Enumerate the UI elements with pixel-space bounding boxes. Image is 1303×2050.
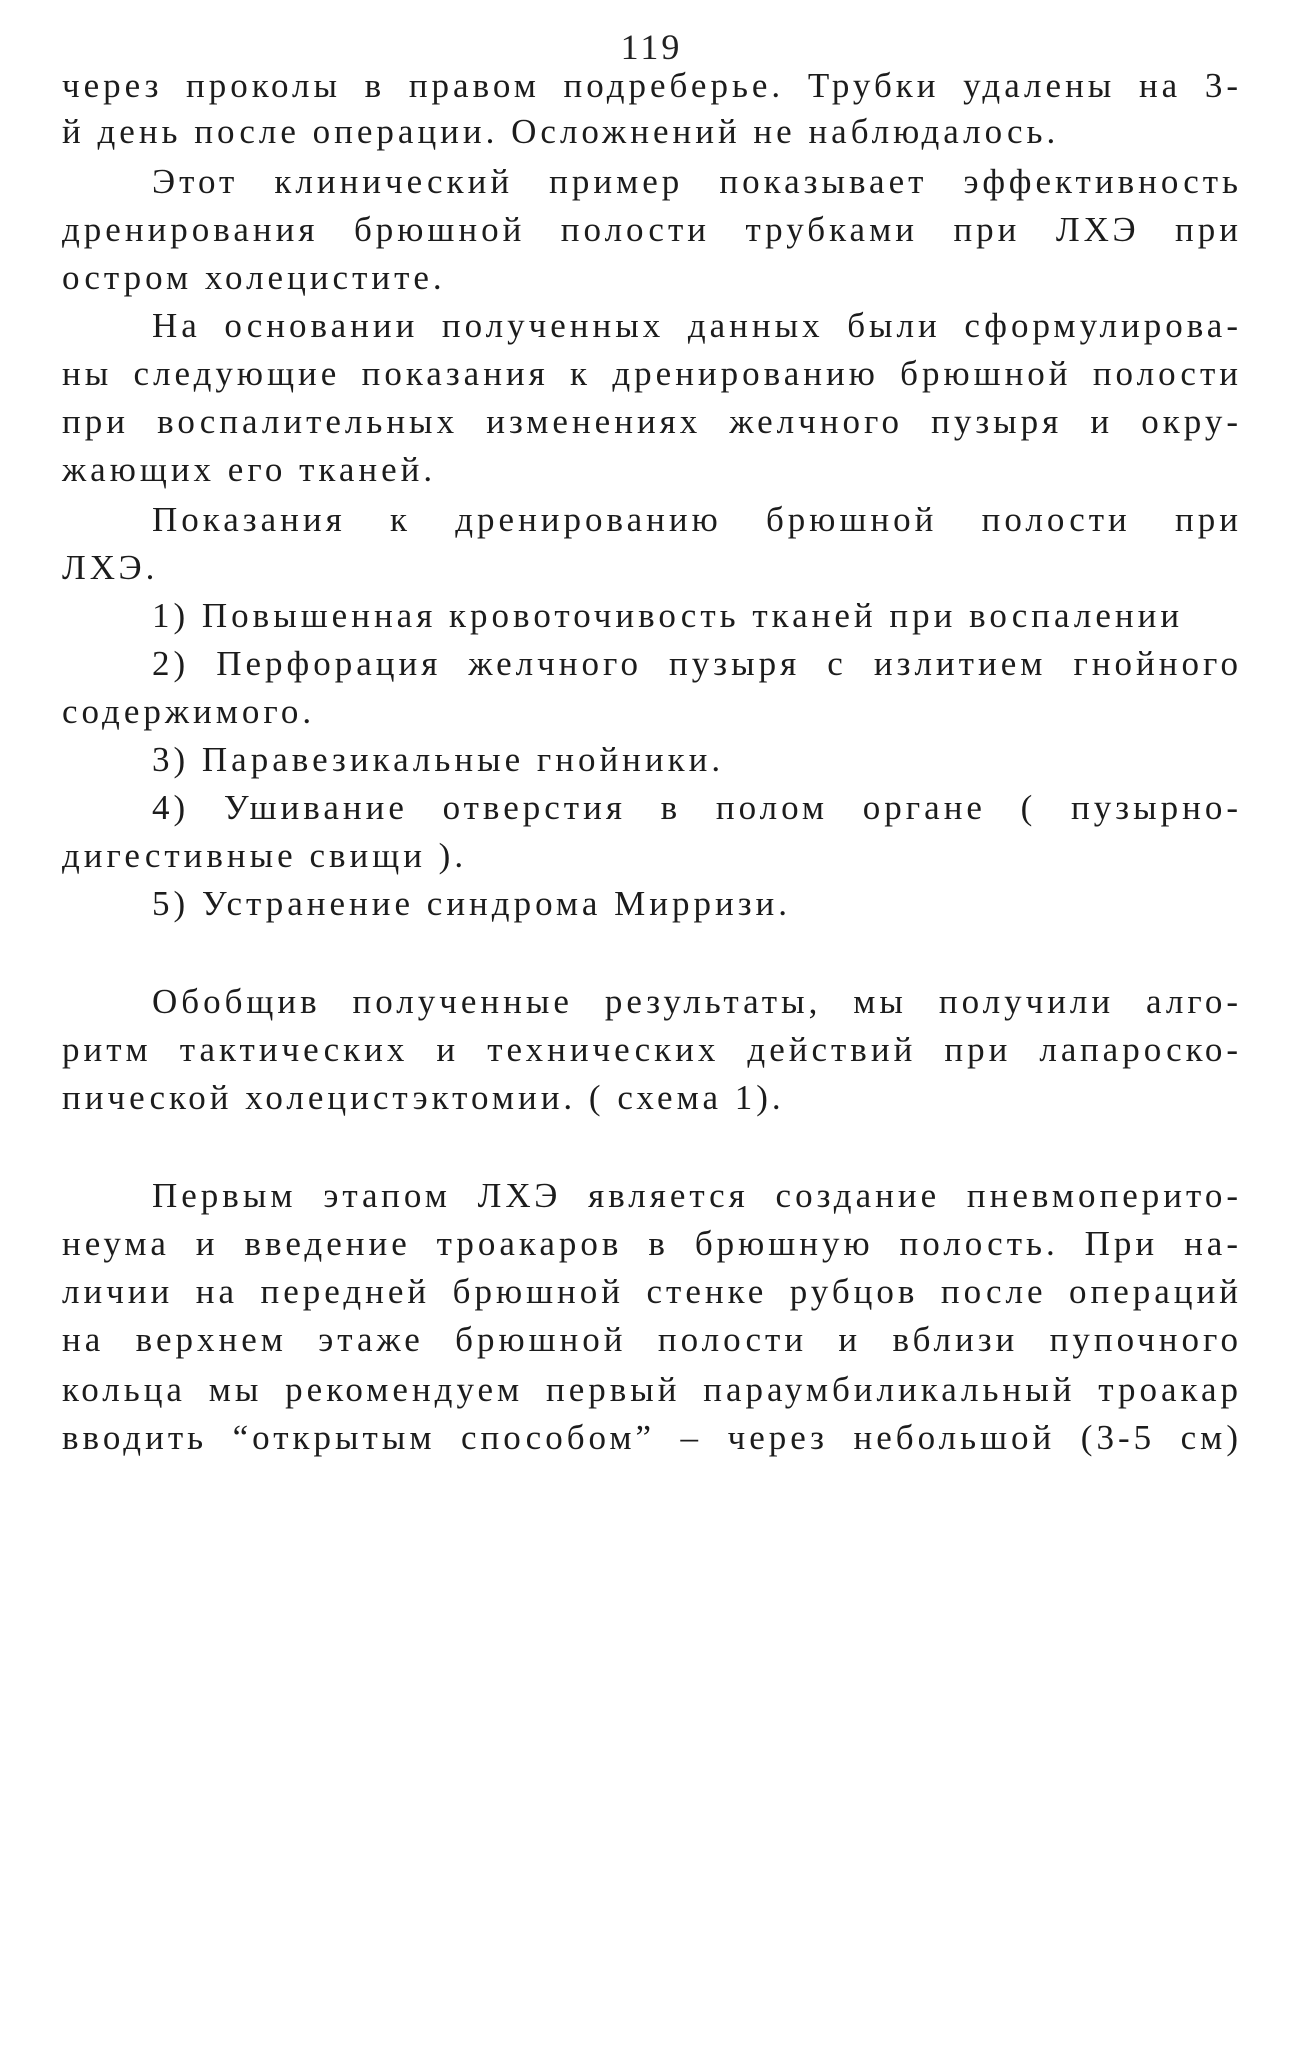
text-line: Показания к дренированию брюшной полости при <box>152 500 1242 539</box>
text-line: на верхнем этаже брюшной полости и вблизи пупочного <box>62 1320 1242 1359</box>
text-line: й день после операции. Осложнений не наблюдалось. <box>62 112 1060 151</box>
text-line: пической холецистэктомии. ( схема 1). <box>62 1078 785 1117</box>
text-line: при воспалительных изменениях желчного пузыря и окру- <box>62 402 1242 441</box>
text-line: неума и введение троакаров в брюшную полость. При на- <box>62 1224 1242 1263</box>
list-item: 4) Ушивание отверстия в полом органе ( пузырно- <box>152 788 1242 827</box>
text-line: ны следующие показания к дренированию брюшной полости <box>62 354 1242 393</box>
text-line: личии на передней брюшной стенке рубцов после операций <box>62 1272 1242 1311</box>
text-line: вводить “открытым способом” – через небольшой (3-5 см) <box>62 1418 1242 1457</box>
text-line: Обобщив полученные результаты, мы получили алго- <box>152 982 1242 1021</box>
text-line: Первым этапом ЛХЭ является создание пневмоперито- <box>152 1176 1242 1215</box>
text-line: ЛХЭ. <box>62 548 159 587</box>
list-item: 3) Паравезикальные гнойники. <box>152 740 725 779</box>
page-number: 119 <box>620 27 683 67</box>
text-line: дренирования брюшной полости трубками при ЛХЭ при <box>62 210 1242 249</box>
text-line: Этот клинический пример показывает эффективность <box>152 162 1242 201</box>
list-item: 5) Устранение синдрома Мирризи. <box>152 884 792 923</box>
text-line: содержимого. <box>62 692 316 731</box>
text-line: кольца мы рекомендуем первый параумбиликальный троакар <box>62 1370 1242 1409</box>
text-line: жающих его тканей. <box>62 450 437 489</box>
list-item: 2) Перфорация желчного пузыря с излитием гнойного <box>152 644 1242 683</box>
text-line: ритм тактических и технических действий при лапароско- <box>62 1030 1242 1069</box>
text-line: дигестивные свищи ). <box>62 836 468 875</box>
list-item: 1) Повышенная кровоточивость тканей при воспалении <box>152 596 1184 635</box>
text-line: через проколы в правом подреберье. Трубки удалены на 3- <box>62 66 1242 105</box>
text-line: На основании полученных данных были сформулирова- <box>152 306 1242 345</box>
text-line: остром холецистите. <box>62 258 446 297</box>
